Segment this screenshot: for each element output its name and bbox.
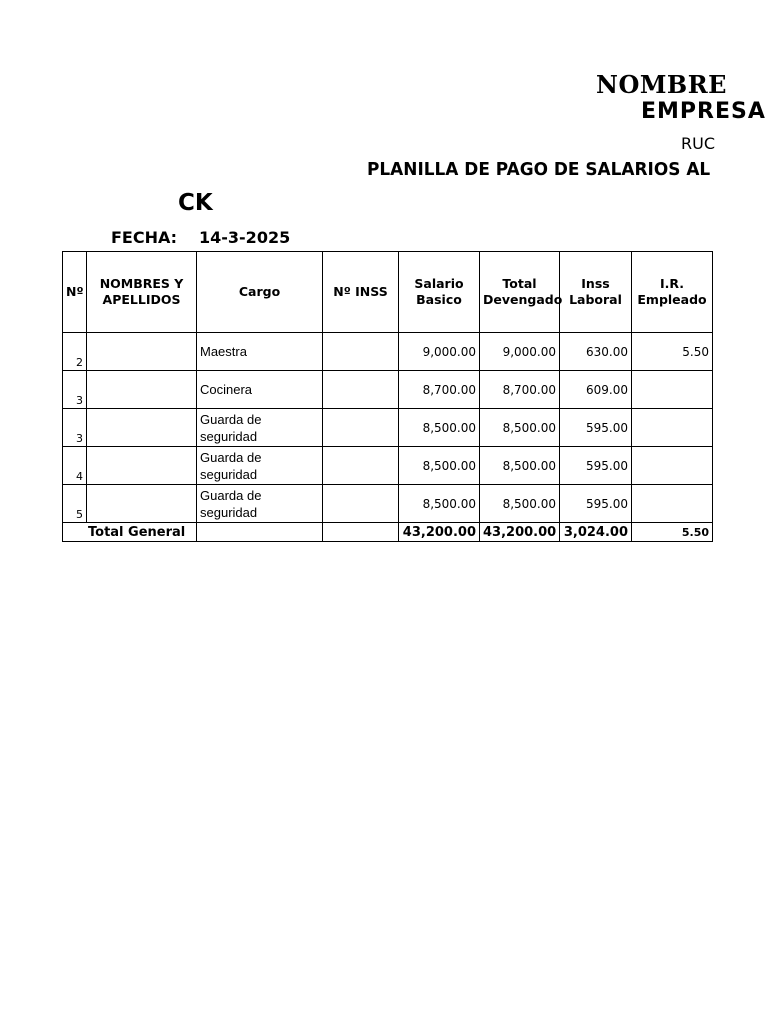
row-num: 3 (63, 371, 87, 409)
row-salario: 8,500.00 (399, 409, 480, 447)
ruc-label: RUC (681, 134, 715, 153)
row-ir (632, 409, 713, 447)
table-row (63, 371, 713, 409)
payroll-title: PLANILLA DE PAGO DE SALARIOS AL (367, 159, 711, 180)
total-inss: 3,024.00 (560, 523, 632, 542)
col-salario-header: Salario Basico (399, 252, 480, 333)
row-num: 2 (63, 333, 87, 371)
company-name-title: NOMBRE (596, 70, 727, 99)
total-ir: 5.50 (632, 523, 713, 542)
table-row (63, 447, 713, 485)
col-inss-header: Inss Laboral (560, 252, 632, 333)
total-salario: 43,200.00 (399, 523, 480, 542)
row-ir (632, 371, 713, 409)
row-salario: 8,500.00 (399, 447, 480, 485)
row-ir: 5.50 (632, 333, 713, 371)
row-cargo: Cocinera (197, 371, 323, 409)
row-num: 5 (63, 485, 87, 523)
document-code: CK (178, 190, 213, 216)
row-nombre (87, 371, 197, 409)
total-cargo-cell (197, 523, 323, 542)
table-row (63, 409, 713, 447)
table-header-row (63, 252, 713, 333)
row-num: 4 (63, 447, 87, 485)
payroll-table (62, 251, 713, 542)
row-inss: 595.00 (560, 447, 632, 485)
row-inss: 609.00 (560, 371, 632, 409)
table-row (63, 333, 713, 371)
row-cargo: Guarda de seguridad (197, 485, 323, 523)
date-value: 14-3-2025 (199, 228, 291, 247)
row-ir (632, 447, 713, 485)
row-inss: 630.00 (560, 333, 632, 371)
row-devengado: 9,000.00 (480, 333, 560, 371)
row-cargo: Guarda de seguridad (197, 409, 323, 447)
date-label: FECHA: (111, 228, 178, 247)
row-ir (632, 485, 713, 523)
company-title: EMPRESA (641, 99, 766, 124)
total-ninss-cell (323, 523, 399, 542)
row-cargo: Maestra (197, 333, 323, 371)
total-row (63, 523, 713, 542)
row-devengado: 8,500.00 (480, 447, 560, 485)
row-nombre (87, 447, 197, 485)
col-devengado-header: Total Devengado (480, 252, 560, 333)
total-label: Total General (63, 523, 197, 542)
row-devengado: 8,500.00 (480, 485, 560, 523)
total-devengado: 43,200.00 (480, 523, 560, 542)
row-nombre (87, 485, 197, 523)
row-num: 3 (63, 409, 87, 447)
col-num-header: Nº (63, 252, 87, 333)
col-nombres-header: NOMBRES Y APELLIDOS (87, 252, 197, 333)
table-row (63, 485, 713, 523)
row-salario: 8,500.00 (399, 485, 480, 523)
col-cargo-header: Cargo (197, 252, 323, 333)
row-salario: 8,700.00 (399, 371, 480, 409)
row-ninss (323, 371, 399, 409)
row-devengado: 8,500.00 (480, 409, 560, 447)
col-ninss-header: Nº INSS (323, 252, 399, 333)
row-nombre (87, 333, 197, 371)
row-nombre (87, 409, 197, 447)
row-inss: 595.00 (560, 409, 632, 447)
col-ir-header: I.R. Empleado (632, 252, 713, 333)
row-cargo: Guarda de seguridad (197, 447, 323, 485)
row-inss: 595.00 (560, 485, 632, 523)
row-salario: 9,000.00 (399, 333, 480, 371)
row-ninss (323, 333, 399, 371)
row-ninss (323, 485, 399, 523)
row-ninss (323, 409, 399, 447)
row-devengado: 8,700.00 (480, 371, 560, 409)
row-ninss (323, 447, 399, 485)
